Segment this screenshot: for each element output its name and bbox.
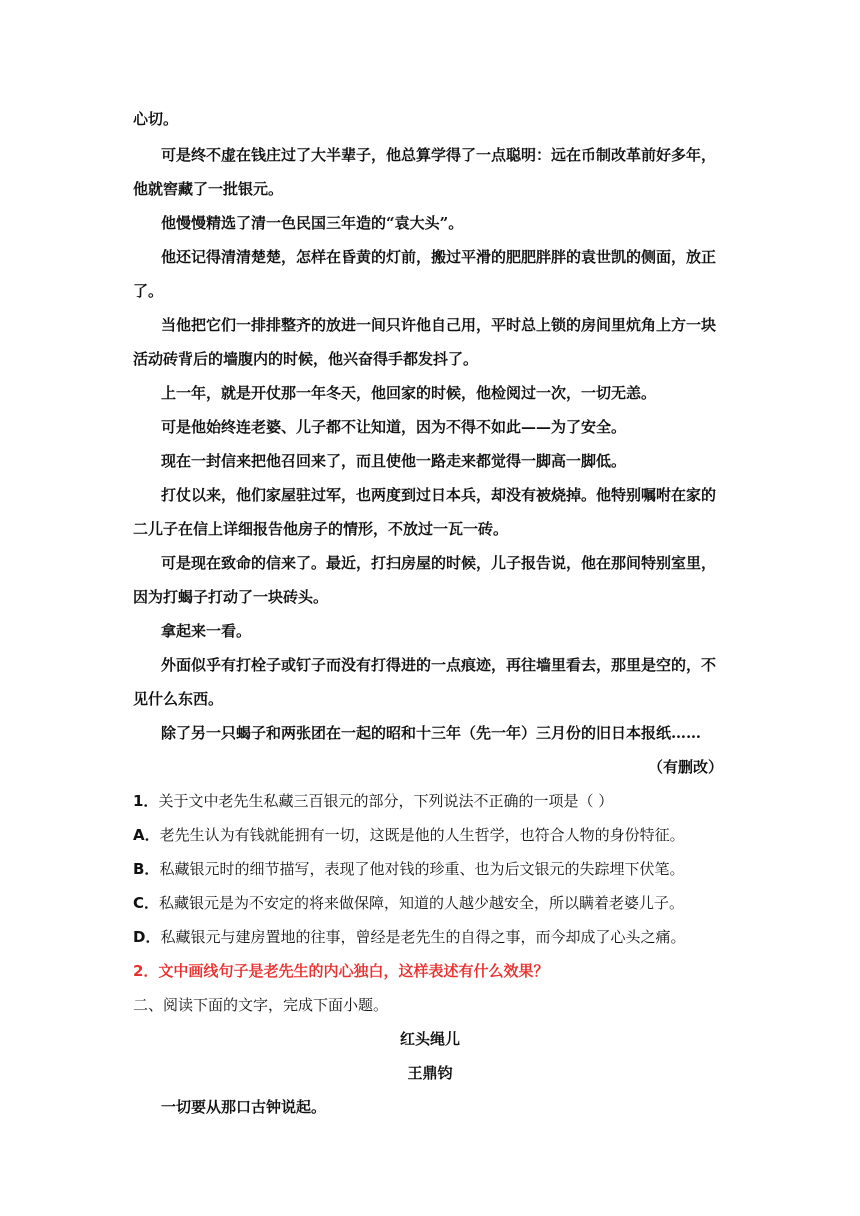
passage-line: 可是他始终连老婆、儿子都不让知道，因为不得不如此——为了安全。: [161, 418, 627, 436]
option-letter: B．: [133, 860, 160, 878]
option-a: [133, 825, 685, 845]
passage-line: 心切。: [133, 110, 179, 128]
passage-line: 活动砖背后的墙腹内的时候，他兴奋得手都发抖了。: [133, 350, 479, 368]
story-author: 王鼎钧: [407, 1064, 453, 1082]
option-letter: C．: [133, 894, 160, 912]
option-text: 私藏银元是为不安定的将来做保障，知道的人越少越安全，所以瞒着老婆儿子。: [159, 894, 685, 912]
question-number: 1．: [133, 792, 159, 810]
option-b: [133, 859, 684, 879]
option-text: 私藏银元与建房置地的往事，曾经是老先生的自得之事，而今却成了心头之痛。: [160, 928, 686, 946]
passage-line: 因为打蝎子打动了一块砖头。: [133, 588, 329, 606]
passage-line: 他慢慢精选了清一色民国三年造的“袁大头”。: [161, 214, 464, 232]
passage-line: 除了另一只蝎子和两张团在一起的昭和十三年（先一年）三月份的旧日本报纸……: [161, 724, 702, 742]
passage-line: 见什么东西。: [133, 690, 224, 708]
passage-line: 外面似乎有打栓子或钉子而没有打得进的一点痕迹，再往墙里看去，那里是空的，不: [161, 656, 717, 674]
question-1: [133, 791, 613, 811]
section-heading: 二、阅读下面的文字，完成下面小题。: [133, 996, 389, 1014]
passage-line: 了。: [133, 282, 164, 300]
option-c: [133, 893, 684, 913]
option-letter: A．: [133, 826, 160, 844]
passage-line: 拿起来一看。: [161, 622, 252, 640]
passage-line: 可是现在致命的信来了。最近，打扫房屋的时候，儿子报告说，他在那间特别室里，: [161, 554, 717, 572]
passage-line: 现在一封信来把他召回来了，而且使他一路走来都觉得一脚高一脚低。: [161, 452, 627, 470]
option-d: [133, 927, 685, 947]
passage-line: 打仗以来，他们家屋驻过军，也两度到过日本兵，却没有被烧掉。他特别嘱咐在家的: [161, 486, 717, 504]
passage-line: 可是终不虚在钱庄过了大半辈子，他总算学得了一点聪明：远在币制改革前好多年，: [161, 146, 717, 164]
passage-line: 他还记得清清楚楚，怎样在昏黄的灯前，搬过平滑的肥肥胖胖的袁世凯的侧面，放正: [161, 248, 717, 266]
revision-note: （有删改）: [647, 758, 723, 776]
question-2: 2．文中画线句子是老先生的内心独白，这样表述有什么效果？: [133, 962, 549, 980]
story-first-line: 一切要从那口古钟说起。: [161, 1098, 327, 1116]
passage-line: 当他把它们一排排整齐的放进一间只许他自己用，平时总上锁的房间里炕角上方一块: [161, 316, 717, 334]
option-text: 私藏银元时的细节描写，表现了他对钱的珍重、也为后文银元的失踪埋下伏笔。: [159, 860, 685, 878]
passage-line: 上一年，就是开仗那一年冬天，他回家的时候，他检阅过一次，一切无恙。: [161, 384, 657, 402]
option-letter: D．: [133, 928, 161, 946]
option-text: 老先生认为有钱就能拥有一切，这既是他的人生哲学，也符合人物的身份特征。: [159, 826, 685, 844]
story-title: 红头绳儿: [399, 1030, 460, 1048]
passage-line: 他就窖藏了一批银元。: [133, 180, 284, 198]
question-stem: 关于文中老先生私藏三百银元的部分，下列说法不正确的一项是（ ）: [158, 792, 614, 810]
passage-line: 二儿子在信上详细报告他房子的情形，不放过一瓦一砖。: [133, 520, 509, 538]
